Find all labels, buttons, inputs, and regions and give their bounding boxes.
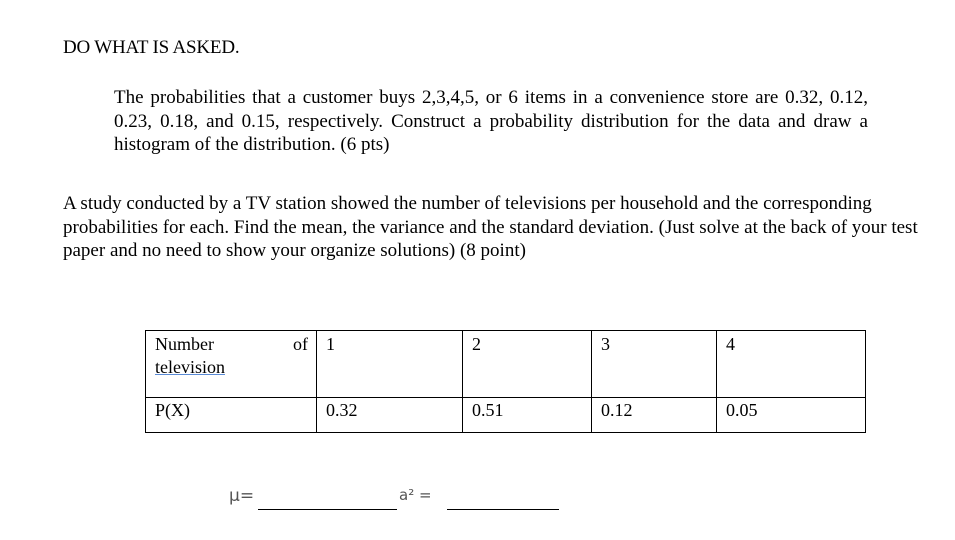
table-row-px xyxy=(146,398,866,433)
question-1-text: The probabilities that a customer buys 2,3,4,5, or 6 items in a convenience store are 0.32, 0.12, 0.23, 0.18, and 0.15, respectively. Construct a probability distribution for the data and draw a histogram of the distribution. (6 pts) xyxy=(114,87,868,155)
mean-label: μ= xyxy=(229,486,255,506)
px-value-cell: 0.51 xyxy=(463,398,592,433)
x-header-word-television: television xyxy=(155,357,225,377)
x-value-cell: 3 xyxy=(592,331,717,398)
x-value-cell: 1 xyxy=(317,331,463,398)
page-heading: DO WHAT IS ASKED. xyxy=(63,37,240,58)
px-value-cell: 0.05 xyxy=(717,398,866,433)
px-value-cell: 0.32 xyxy=(317,398,463,433)
variance-answer-blank[interactable] xyxy=(447,509,559,510)
mean-answer-blank[interactable] xyxy=(258,509,397,510)
x-header-cell xyxy=(146,331,317,398)
px-value-cell: 0.12 xyxy=(592,398,717,433)
px-header-cell: P(X) xyxy=(146,398,317,433)
x-header-word-of: of xyxy=(293,334,308,354)
probability-distribution-table xyxy=(145,330,866,433)
x-value-cell: 2 xyxy=(463,331,592,398)
variance-label: a² = xyxy=(399,486,432,504)
question-2-text: A study conducted by a TV station showed the number of televisions per household and the corresponding probabilities for each. Find the mean, the variance and the standard deviation. (Just solve at the back of your test paper and no need to show your organize solutions) (8 point) xyxy=(63,193,918,261)
x-value-cell: 4 xyxy=(717,331,866,398)
table-row-x xyxy=(146,331,866,398)
x-header-word-number: Number xyxy=(155,334,214,354)
